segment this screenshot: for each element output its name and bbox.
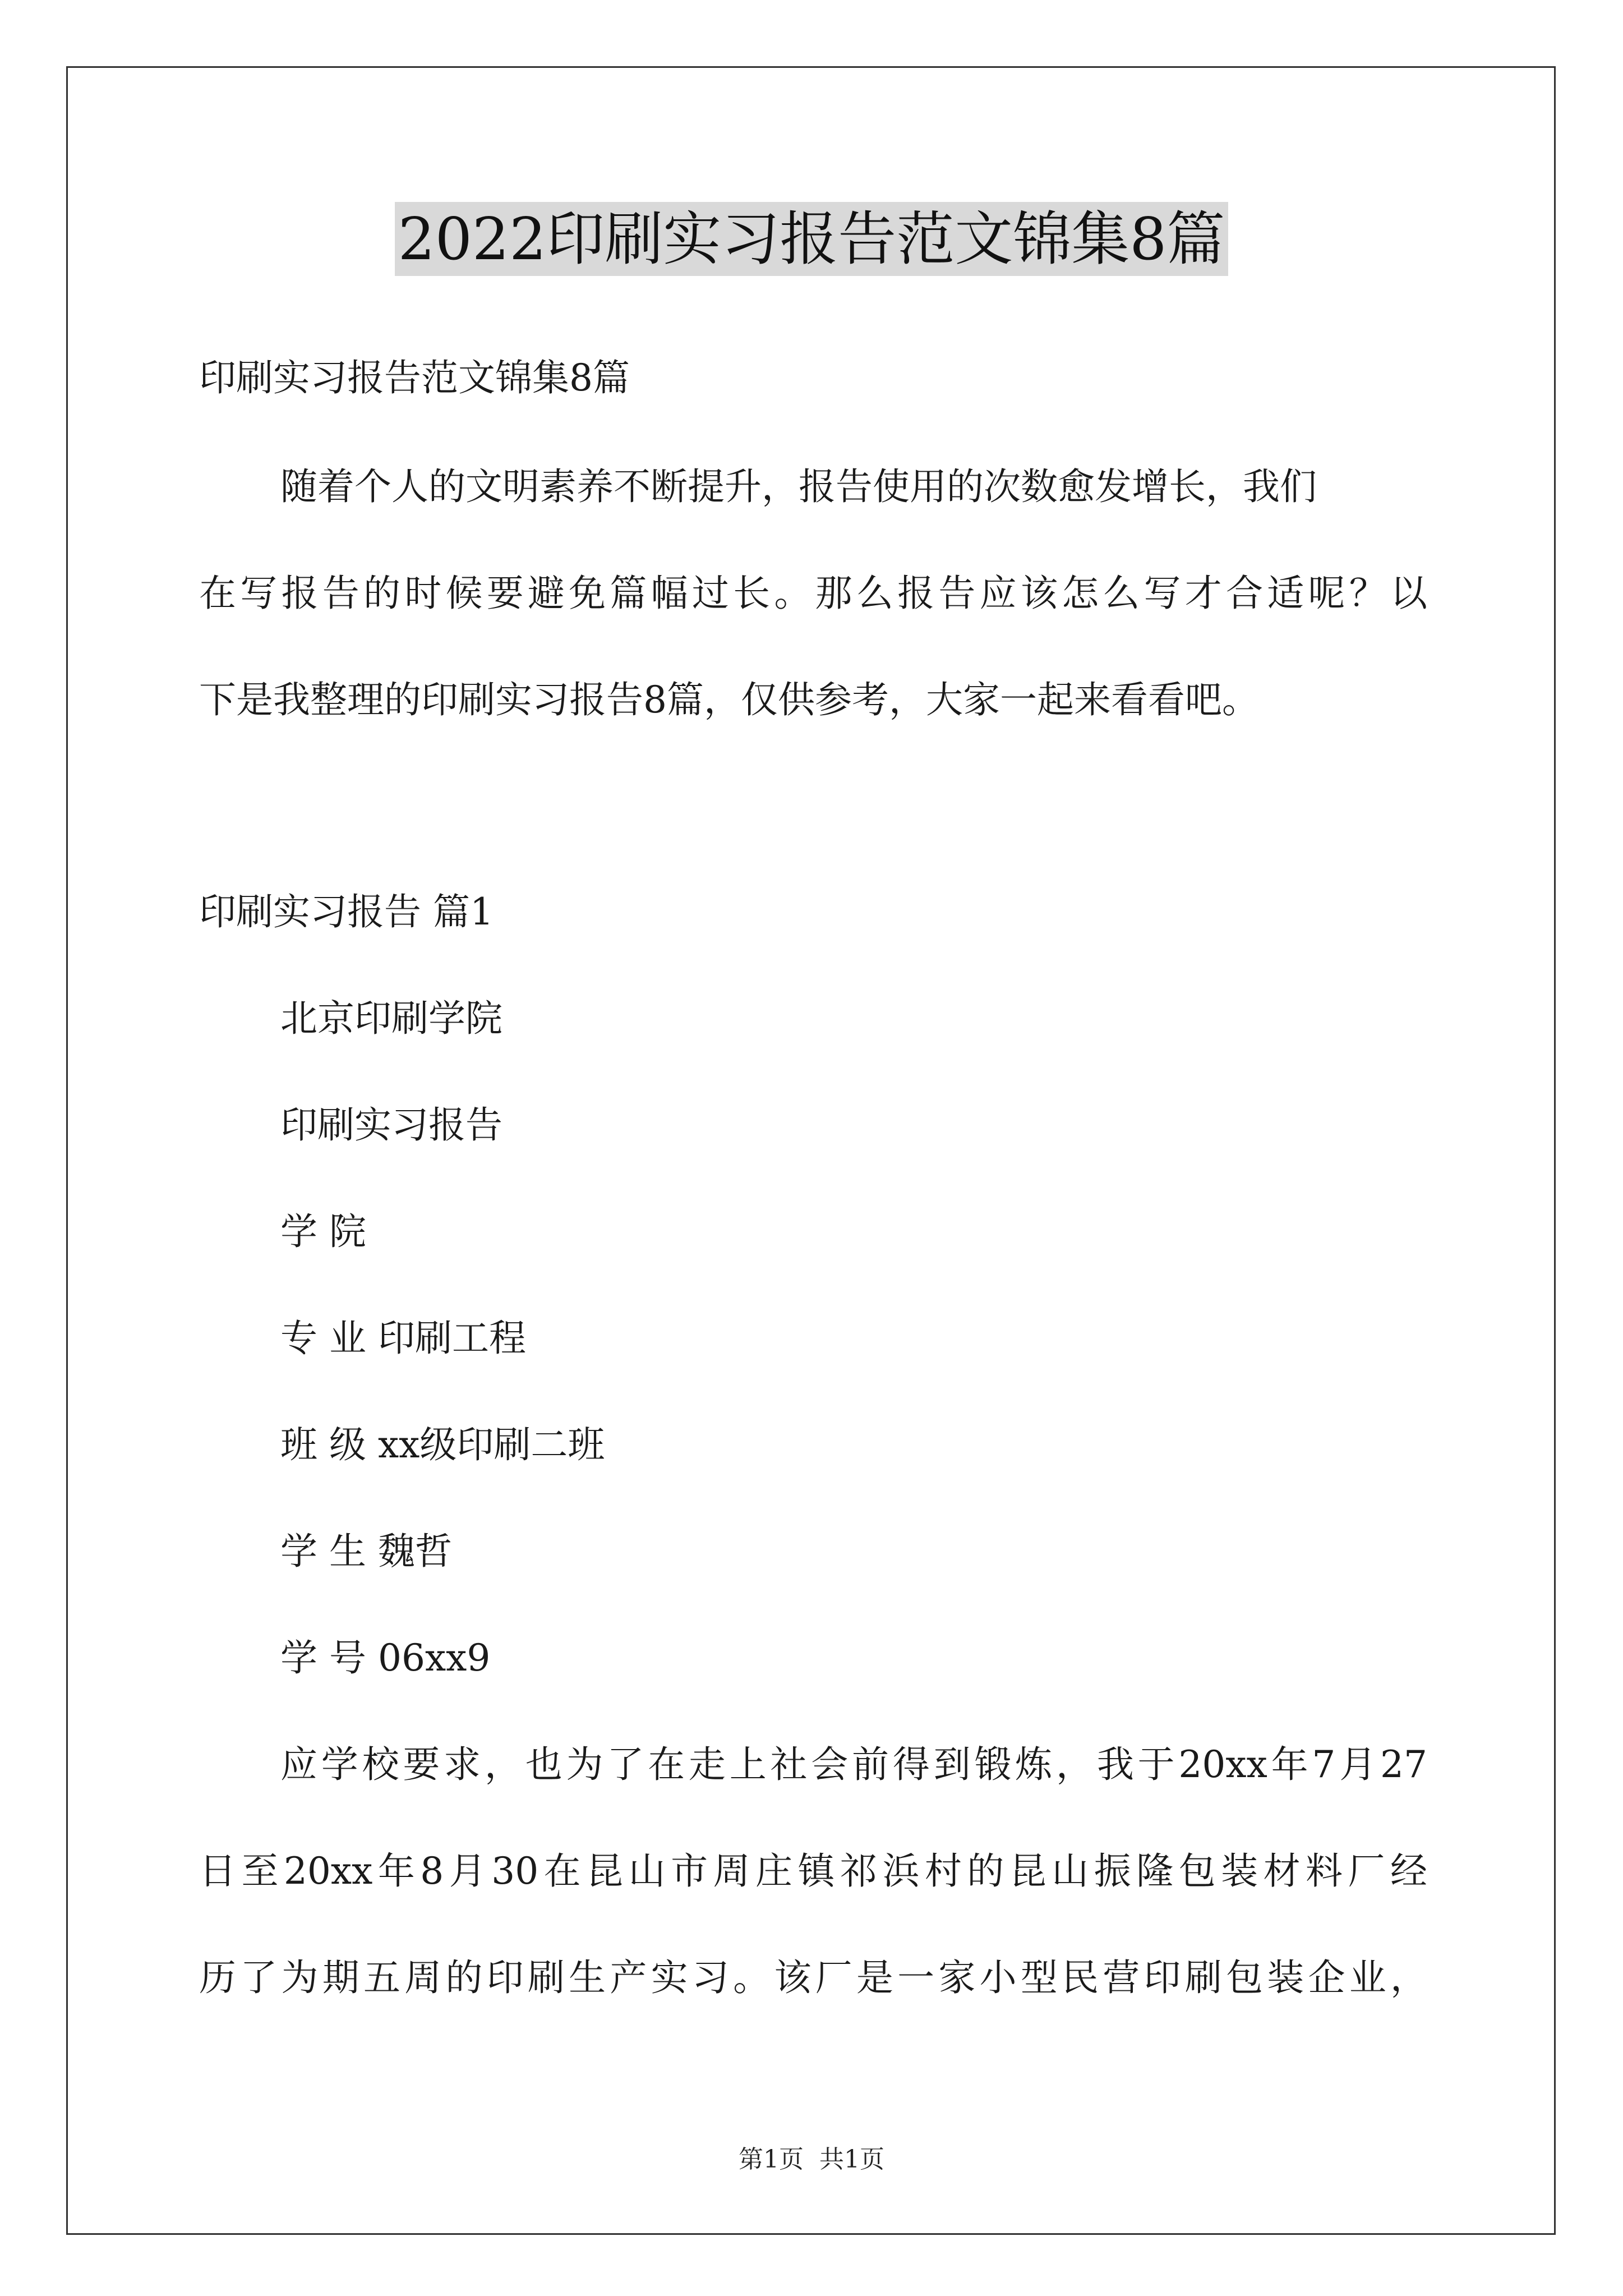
info-college: 学 院 bbox=[280, 1210, 366, 1253]
intro-line-2: 在写报告的时候要避免篇幅过长。那么报告应该怎么写才合适呢？以 bbox=[199, 572, 1427, 615]
info-major: 专 业 印刷工程 bbox=[280, 1317, 526, 1360]
subtitle: 印刷实习报告范文锦集8篇 bbox=[199, 356, 630, 399]
document-title: 2022印刷实习报告范文锦集8篇 bbox=[395, 202, 1229, 276]
document-title-container bbox=[0, 202, 1623, 276]
page-total: 共1页 bbox=[819, 2145, 884, 2174]
body-line-3: 历了为期五周的印刷生产实习。该厂是一家小型民营印刷包装企业， bbox=[199, 1956, 1427, 1999]
info-student-id: 学 号 06xx9 bbox=[280, 1636, 491, 1680]
info-school: 北京印刷学院 bbox=[280, 997, 502, 1040]
info-class: 班 级 xx级印刷二班 bbox=[280, 1423, 605, 1466]
body-line-1: 应学校要求，也为了在走上社会前得到锻炼，我于20xx年7月27 bbox=[280, 1743, 1427, 1786]
page-footer bbox=[0, 2144, 1623, 2175]
body-line-2: 日至20xx年8月30在昆山市周庄镇祁浜村的昆山振隆包装材料厂经 bbox=[199, 1849, 1427, 1893]
info-student: 学 生 魏哲 bbox=[280, 1530, 452, 1573]
intro-line-3: 下是我整理的印刷实习报告8篇，仅供参考，大家一起来看看吧。 bbox=[199, 678, 1259, 721]
section-heading: 印刷实习报告 篇1 bbox=[199, 890, 494, 933]
info-report-title: 印刷实习报告 bbox=[280, 1103, 502, 1147]
page-number: 第1页 bbox=[739, 2145, 804, 2174]
intro-line-1: 随着个人的文明素养不断提升，报告使用的次数愈发增长，我们 bbox=[280, 465, 1317, 508]
